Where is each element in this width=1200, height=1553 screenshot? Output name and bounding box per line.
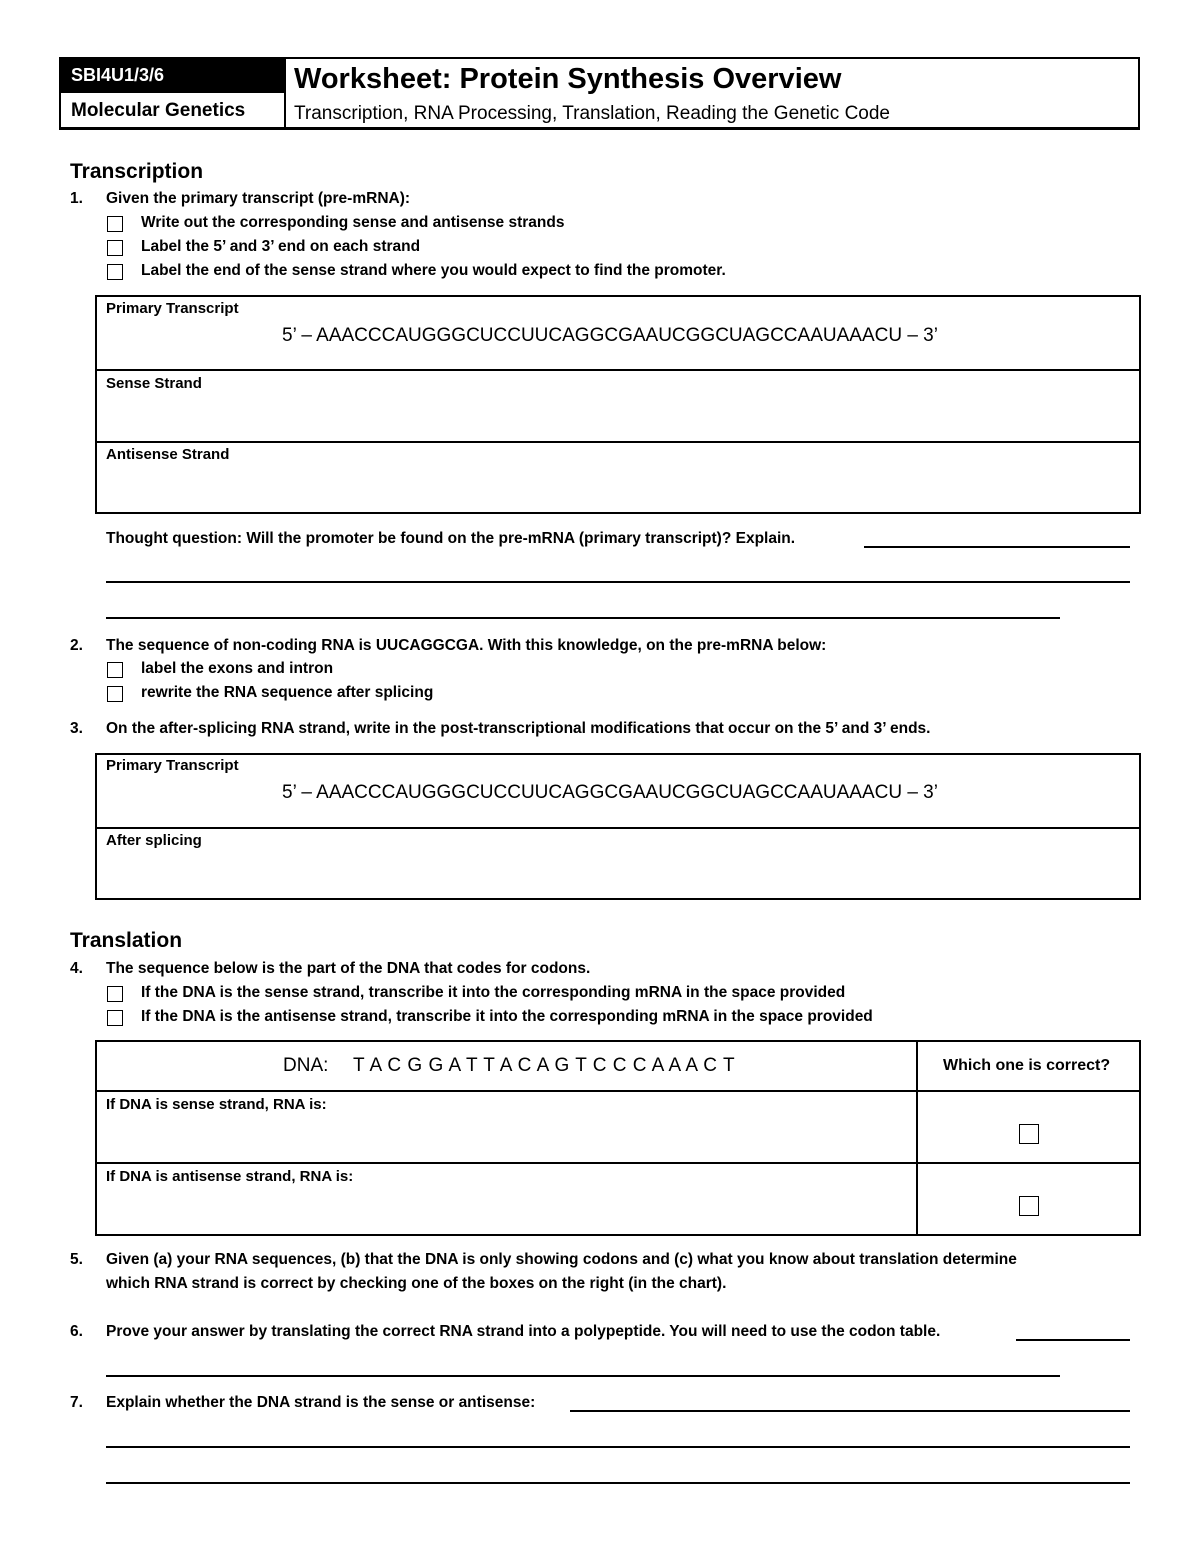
question-3-text: On the after-splicing RNA strand, write in the post-transcriptional modifications that occur on the 5’ and 3’ ends. <box>106 720 931 737</box>
question-2-text: The sequence of non-coding RNA is UUCAGGCGA. With this knowledge, on the pre-mRNA below: <box>106 637 827 654</box>
task-checkbox[interactable] <box>107 1010 123 1026</box>
antisense-strand-label: Antisense Strand <box>106 446 230 463</box>
task-text: If the DNA is the sense strand, transcribe it into the corresponding mRNA in the space provided <box>141 984 846 1001</box>
after-splicing-answer[interactable] <box>100 854 1135 894</box>
sense-rna-answer[interactable] <box>100 1118 910 1158</box>
table-divider <box>95 1090 1141 1092</box>
task-text: If the DNA is the antisense strand, transcribe it into the corresponding mRNA in the space provided <box>141 1008 873 1025</box>
header-divider <box>284 59 286 128</box>
task-text: Label the 5’ and 3’ end on each strand <box>141 238 421 255</box>
task-checkbox[interactable] <box>107 986 123 1002</box>
answer-line[interactable] <box>106 1446 1130 1448</box>
thought-question: Thought question: Will the promoter be found on the pre-mRNA (primary transcript)? Explain. <box>106 530 796 547</box>
task-text: rewrite the RNA sequence after splicing <box>141 684 434 701</box>
antisense-rna-answer[interactable] <box>100 1190 910 1230</box>
primary-transcript-sequence: 5’ – AAACCCAUGGGCUCCUUCAGGCGAAUCGGCUAGCCAAUAAACU – 3’ <box>282 782 938 803</box>
answer-line[interactable] <box>1016 1339 1130 1341</box>
sense-correct-checkbox[interactable] <box>1019 1124 1039 1144</box>
antisense-strand-answer[interactable] <box>100 468 1135 508</box>
sense-strand-label: Sense Strand <box>106 375 202 392</box>
question-6-text: Prove your answer by translating the correct RNA strand into a polypeptide. You will need to use the codon table. <box>106 1323 941 1340</box>
table-divider <box>95 369 1141 371</box>
table-divider <box>95 827 1141 829</box>
question-number: 4. <box>70 960 83 977</box>
task-text: Label the end of the sense strand where you would expect to find the promoter. <box>141 262 726 279</box>
primary-transcript-label: Primary Transcript <box>106 300 239 317</box>
answer-line[interactable] <box>106 1482 1130 1484</box>
section-heading-transcription: Transcription <box>70 160 204 183</box>
worksheet-header <box>59 57 1140 130</box>
answer-line[interactable] <box>106 617 1060 619</box>
answer-line[interactable] <box>106 581 1130 583</box>
task-checkbox[interactable] <box>107 686 123 702</box>
task-text: Write out the corresponding sense and antisense strands <box>141 214 565 231</box>
task-text: label the exons and intron <box>141 660 334 677</box>
question-number: 7. <box>70 1394 83 1411</box>
table-divider <box>95 1162 1141 1164</box>
task-checkbox[interactable] <box>107 662 123 678</box>
page-title: Worksheet: Protein Synthesis Overview <box>294 63 842 95</box>
question-5-line-1: Given (a) your RNA sequences, (b) that the DNA is only showing codons and (c) what you know about translation determine <box>106 1251 1017 1268</box>
question-number: 2. <box>70 637 83 654</box>
table-column-divider <box>916 1040 918 1236</box>
question-number: 6. <box>70 1323 83 1340</box>
section-heading-translation: Translation <box>70 929 183 952</box>
question-number: 1. <box>70 190 83 207</box>
correct-column-header: Which one is correct? <box>943 1057 1111 1074</box>
answer-line[interactable] <box>106 1375 1060 1377</box>
question-7-text: Explain whether the DNA strand is the sense or antisense: <box>106 1394 536 1411</box>
sense-rna-label: If DNA is sense strand, RNA is: <box>106 1096 327 1113</box>
dna-sequence: T A C G G A T T A C A G T C C C A A A C T <box>353 1055 736 1076</box>
sense-strand-answer[interactable] <box>100 398 1135 436</box>
dna-label: DNA: <box>283 1055 329 1076</box>
question-5-line-2: which RNA strand is correct by checking one of the boxes on the right (in the chart). <box>106 1275 727 1292</box>
question-number: 3. <box>70 720 83 737</box>
question-4-text: The sequence below is the part of the DNA that codes for codons. <box>106 960 591 977</box>
course-code: SBI4U1/3/6 <box>61 59 284 91</box>
question-1-text: Given the primary transcript (pre-mRNA): <box>106 190 411 207</box>
task-checkbox[interactable] <box>107 240 123 256</box>
answer-line[interactable] <box>570 1410 1130 1412</box>
after-splicing-label: After splicing <box>106 832 202 849</box>
unit-name: Molecular Genetics <box>61 91 284 128</box>
antisense-correct-checkbox[interactable] <box>1019 1196 1039 1216</box>
primary-transcript-sequence: 5’ – AAACCCAUGGGCUCCUUCAGGCGAAUCGGCUAGCCAAUAAACU – 3’ <box>282 325 938 346</box>
table-divider <box>95 441 1141 443</box>
primary-transcript-label: Primary Transcript <box>106 757 239 774</box>
antisense-rna-label: If DNA is antisense strand, RNA is: <box>106 1168 354 1185</box>
answer-line[interactable] <box>864 546 1130 548</box>
task-checkbox[interactable] <box>107 264 123 280</box>
question-number: 5. <box>70 1251 83 1268</box>
page-subtitle: Transcription, RNA Processing, Translation, Reading the Genetic Code <box>294 103 890 124</box>
task-checkbox[interactable] <box>107 216 123 232</box>
